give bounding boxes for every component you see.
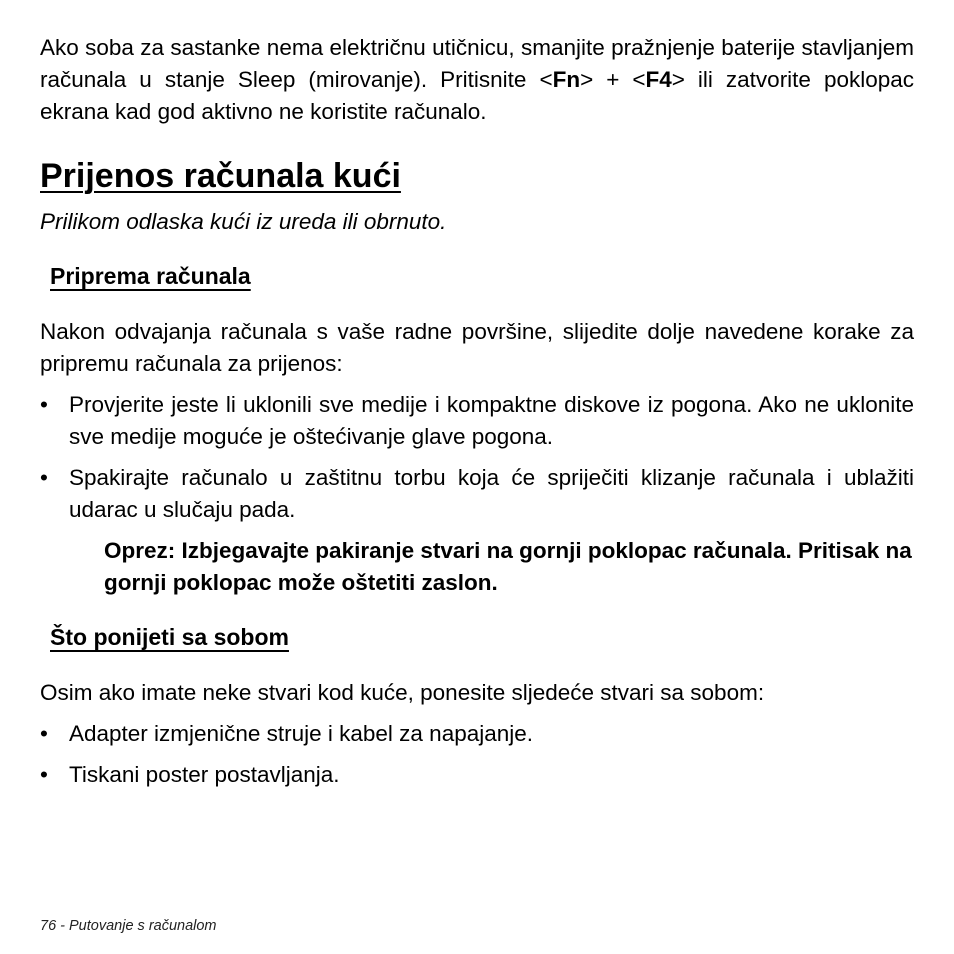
heading-sto-ponijeti: Što ponijeti sa sobom bbox=[50, 624, 289, 650]
prep-paragraph: Nakon odvajanja računala s vaše radne površine, slijedite dolje navedene korake za pripremu računala za prijenos: bbox=[40, 319, 914, 376]
key-fn: Fn bbox=[552, 67, 581, 92]
section-title: Prijenos računala kući bbox=[40, 157, 401, 195]
prep-list bbox=[40, 389, 914, 526]
list-item bbox=[40, 759, 914, 791]
document-page bbox=[40, 32, 914, 800]
intro-text-2: > + < bbox=[580, 67, 646, 92]
bullet-icon: • bbox=[40, 721, 48, 746]
bullet-icon: • bbox=[40, 392, 48, 417]
page-footer: 76 - Putovanje s računalom bbox=[40, 918, 217, 934]
bring-list bbox=[40, 718, 914, 791]
list-item-text: Tiskani poster postavljanja. bbox=[69, 762, 340, 787]
bullet-icon: • bbox=[40, 465, 48, 490]
list-item-text: Provjerite jeste li uklonili sve medije i kompaktne diskove iz pogona. Ako ne uklonite sve medije moguće je oštećivanje glave pogona. bbox=[69, 392, 914, 449]
heading-priprema: Priprema računala bbox=[50, 263, 251, 289]
intro-paragraph bbox=[40, 32, 914, 128]
list-item-text: Spakirajte računalo u zaštitnu torbu koja će spriječiti klizanje računala i ublažiti udarac u slučaju pada. bbox=[69, 465, 914, 522]
section-subtitle: Prilikom odlaska kući iz ureda ili obrnuto. bbox=[40, 209, 447, 234]
intro-text-3: > ili zatvorite poklopac ekrana kad god aktivno ne koristite računalo. bbox=[40, 67, 915, 124]
intro-text-1: Ako soba za sastanke nema električnu utičnicu, smanjite pražnjenje baterije stavljanjem računala u stanje Sleep (mirovanje). Pritisnite < bbox=[40, 35, 914, 92]
bring-paragraph: Osim ako imate neke stvari kod kuće, ponesite sljedeće stvari sa sobom: bbox=[40, 680, 765, 705]
list-item-text: Adapter izmjenične struje i kabel za napajanje. bbox=[69, 721, 534, 746]
caution-note: Oprez: Izbjegavajte pakiranje stvari na gornji poklopac računala. Pritisak na gornji poklopac može oštetiti zaslon. bbox=[104, 538, 912, 595]
key-f4: F4 bbox=[645, 67, 672, 92]
bullet-icon: • bbox=[40, 762, 48, 787]
list-item bbox=[40, 389, 914, 453]
list-item bbox=[40, 718, 914, 750]
list-item bbox=[40, 462, 914, 526]
